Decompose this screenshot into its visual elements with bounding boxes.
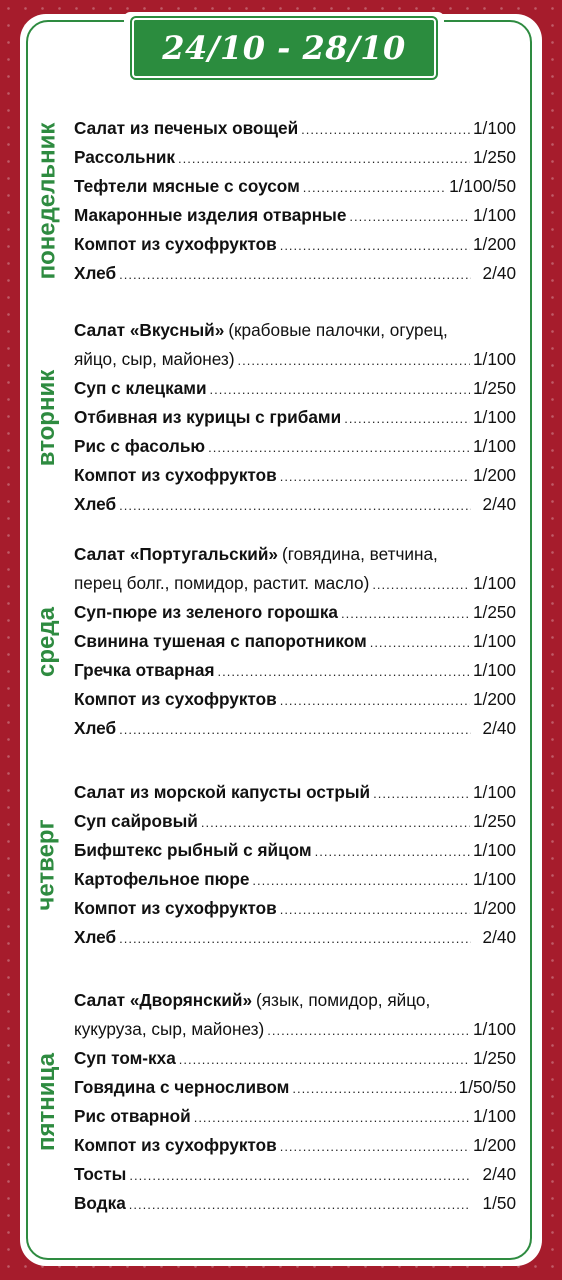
dish-list [74,316,516,519]
dish-row: Компот из сухофруктов ..... 1/200 [74,230,516,259]
dish-row: Тефтели мясные с соусом ..... 1/100/50 [74,172,516,201]
dish-row: Водка ..... 1/50 [74,1189,516,1218]
dish-row: Компот из сухофруктов ..... 1/200 [74,1131,516,1160]
salad-title-line: Салат «Португальский» (говядина, ветчина, [74,544,438,564]
salad-title-line: Салат «Дворянский» (язык, помидор, яйцо, [74,990,431,1010]
dish-row: Суп с клецками ..... 1/250 [74,374,516,403]
day-label-tuesday: вторник [33,369,60,467]
dish-row: яйцо, сыр, майонез) ..... 1/100 [74,345,516,374]
dish-row: Макаронные изделия отварные ..... 1/100 [74,201,516,230]
dish-row: Суп сайровый ..... 1/250 [74,807,516,836]
dish-row: Хлеб ..... 2/40 [74,259,516,288]
salad-title-line: Салат «Вкусный» (крабовые палочки, огурец, [74,320,448,340]
dish-row: Салат из печеных овощей ..... 1/100 [74,114,516,143]
dish-row: Рис с фасолью ..... 1/100 [74,432,516,461]
dish-row: Рассольник ..... 1/250 [74,143,516,172]
dish-row: Говядина с черносливом ..... 1/50/50 [74,1073,516,1102]
day-label-monday: понедельник [33,122,60,280]
dish-row: Компот из сухофруктов ..... 1/200 [74,461,516,490]
dish-list [74,114,516,288]
date-banner [132,18,436,78]
day-section-friday [30,986,530,1218]
dish-row: Рис отварной ..... 1/100 [74,1102,516,1131]
dish-row: Суп-пюре из зеленого горошка ..... 1/250 [74,598,516,627]
day-label-friday: пятница [33,1053,60,1151]
dish-list [74,540,516,743]
dish-row: Компот из сухофруктов ..... 1/200 [74,685,516,714]
day-label-wednesday: среда [33,607,60,677]
dish-row: Картофельное пюре ..... 1/100 [74,865,516,894]
day-section-tuesday [30,316,530,520]
dish-row: кукуруза, сыр, майонез) ..... 1/100 [74,1015,516,1044]
dish-row: Тосты ..... 2/40 [74,1160,516,1189]
dish-row: перец болг., помидор, растит. масло) ..... 1/100 [74,569,516,598]
dish-row: Хлеб ..... 2/40 [74,714,516,743]
day-section-wednesday [30,540,530,744]
dish-row: Бифштекс рыбный с яйцом ..... 1/100 [74,836,516,865]
date-range-title: 24/10 - 28/10 [162,29,406,67]
dish-row: Хлеб ..... 2/40 [74,923,516,952]
dish-row: Хлеб ..... 2/40 [74,490,516,519]
dish-row: Гречка отварная ..... 1/100 [74,656,516,685]
day-label-thursday: четверг [33,819,61,911]
dish-row: Свинина тушеная с папоротником ..... 1/100 [74,627,516,656]
day-section-thursday [30,778,530,952]
dish-list [74,778,516,952]
day-section-monday [30,114,530,288]
dish-row: Суп том-кха ..... 1/250 [74,1044,516,1073]
dish-row: Отбивная из курицы с грибами ..... 1/100 [74,403,516,432]
dish-row: Компот из сухофруктов ..... 1/200 [74,894,516,923]
dish-list [74,986,516,1218]
dish-row: Салат из морской капусты острый ..... 1/100 [74,778,516,807]
